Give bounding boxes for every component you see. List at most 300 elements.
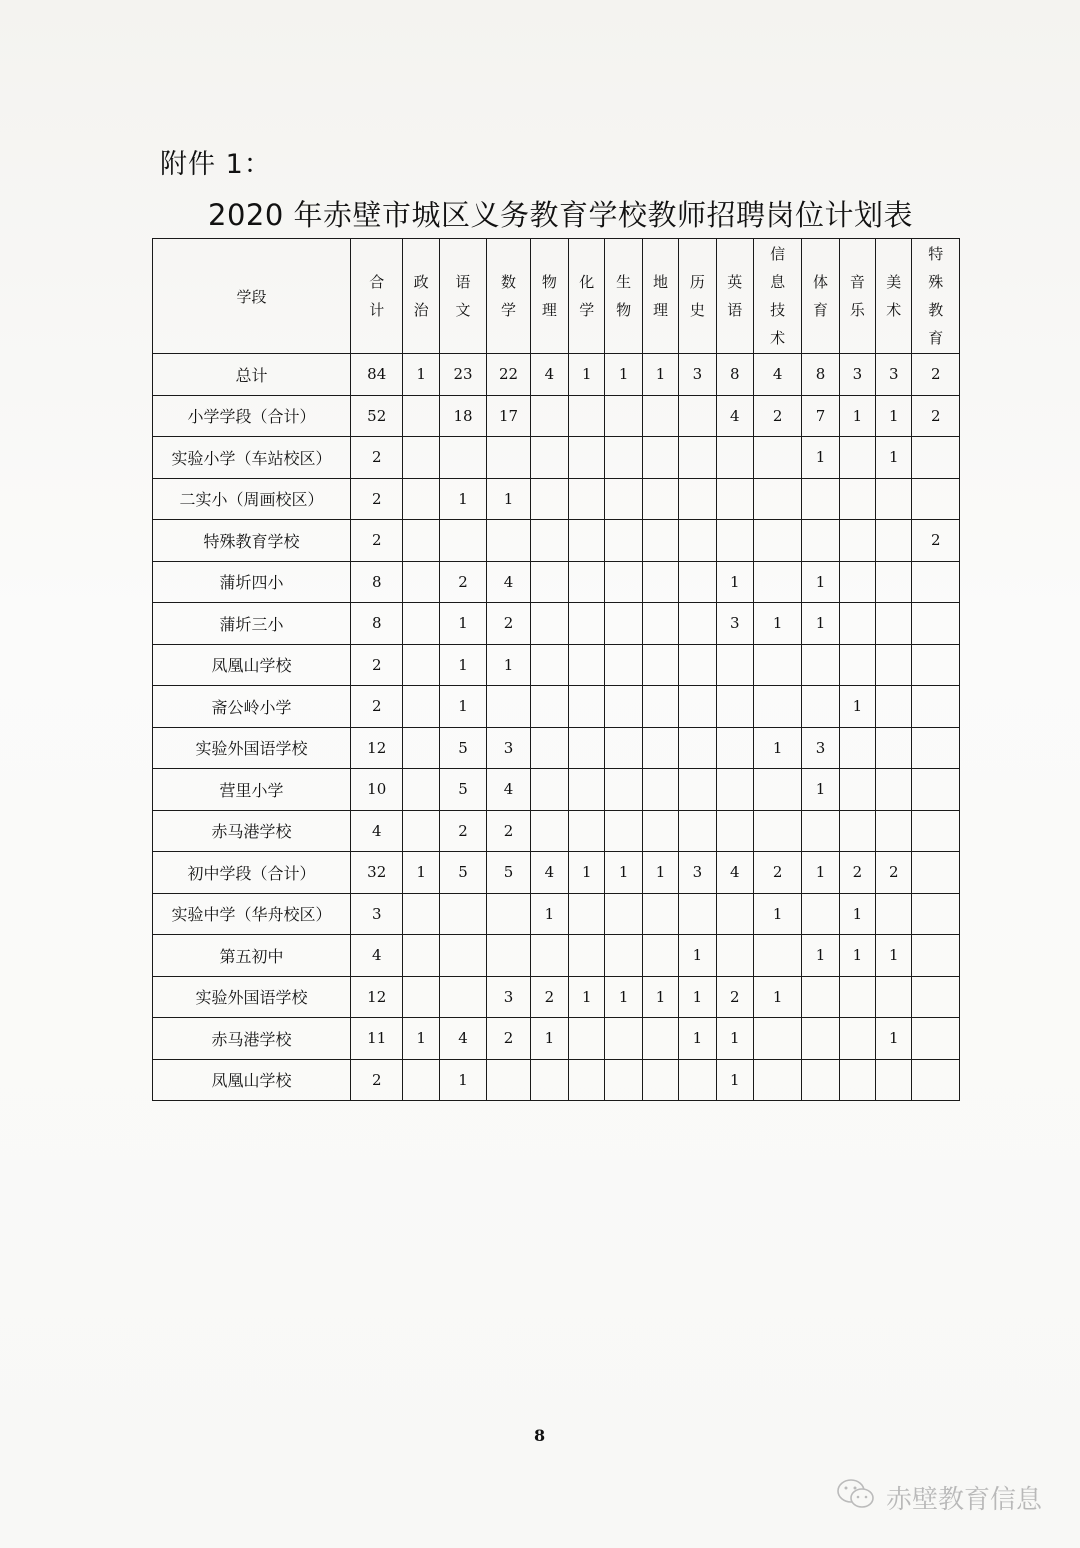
value-cell: 3	[679, 354, 716, 396]
column-header-label: 物理	[541, 273, 557, 319]
column-header	[716, 239, 753, 354]
value-cell	[403, 769, 439, 811]
school-name-cell: 营里小学	[153, 769, 351, 811]
value-cell	[530, 520, 568, 562]
value-cell	[839, 769, 875, 811]
value-cell	[876, 644, 912, 686]
value-cell	[530, 769, 568, 811]
value-cell: 4	[716, 852, 753, 894]
value-cell	[569, 769, 605, 811]
value-cell: 1	[605, 354, 642, 396]
value-cell: 3	[679, 852, 716, 894]
value-cell	[530, 437, 568, 479]
value-cell	[569, 727, 605, 769]
value-cell	[530, 603, 568, 645]
column-header-label: 体育	[813, 273, 829, 319]
value-cell	[753, 810, 801, 852]
value-cell	[876, 603, 912, 645]
value-cell	[716, 644, 753, 686]
value-cell	[802, 1059, 839, 1101]
value-cell	[839, 644, 875, 686]
value-cell: 4	[487, 769, 530, 811]
value-cell	[912, 437, 960, 479]
value-cell: 2	[487, 810, 530, 852]
value-cell: 3	[487, 727, 530, 769]
value-cell: 4	[487, 561, 530, 603]
value-cell: 1	[753, 603, 801, 645]
value-cell: 23	[439, 354, 486, 396]
value-cell	[530, 561, 568, 603]
school-name-cell: 小学学段（合计）	[153, 395, 351, 437]
value-cell	[753, 437, 801, 479]
value-cell: 1	[839, 893, 875, 935]
school-name-cell: 特殊教育学校	[153, 520, 351, 562]
value-cell	[569, 437, 605, 479]
recruitment-plan-table	[152, 238, 960, 1101]
table-row	[153, 727, 960, 769]
value-cell: 3	[716, 603, 753, 645]
value-cell: 1	[487, 478, 530, 520]
table-row	[153, 437, 960, 479]
value-cell: 2	[350, 686, 403, 728]
column-header-label: 英语	[727, 273, 743, 319]
value-cell: 4	[530, 852, 568, 894]
value-cell	[802, 478, 839, 520]
column-header-label: 音乐	[849, 273, 865, 319]
value-cell: 1	[439, 478, 486, 520]
value-cell	[439, 520, 486, 562]
value-cell	[716, 727, 753, 769]
value-cell	[839, 1059, 875, 1101]
value-cell: 1	[716, 1059, 753, 1101]
value-cell	[802, 520, 839, 562]
value-cell: 2	[912, 395, 960, 437]
value-cell: 1	[802, 852, 839, 894]
column-header	[605, 239, 642, 354]
column-header	[530, 239, 568, 354]
value-cell: 5	[439, 769, 486, 811]
school-name-cell: 赤马港学校	[153, 810, 351, 852]
value-cell	[679, 769, 716, 811]
value-cell: 2	[350, 437, 403, 479]
value-cell: 17	[487, 395, 530, 437]
value-cell: 4	[350, 810, 403, 852]
value-cell	[403, 976, 439, 1018]
value-cell	[716, 478, 753, 520]
value-cell	[912, 644, 960, 686]
value-cell: 1	[802, 437, 839, 479]
table-row	[153, 1018, 960, 1060]
value-cell	[912, 603, 960, 645]
value-cell: 1	[679, 1018, 716, 1060]
value-cell: 3	[350, 893, 403, 935]
value-cell	[605, 520, 642, 562]
value-cell	[403, 520, 439, 562]
value-cell	[912, 935, 960, 977]
value-cell: 2	[350, 478, 403, 520]
value-cell	[403, 644, 439, 686]
table-row	[153, 852, 960, 894]
watermark-text: 赤壁教育信息	[886, 1485, 1043, 1515]
value-cell	[839, 1018, 875, 1060]
value-cell	[403, 478, 439, 520]
value-cell	[605, 727, 642, 769]
value-cell: 1	[802, 603, 839, 645]
value-cell	[716, 769, 753, 811]
value-cell: 1	[802, 561, 839, 603]
value-cell: 1	[569, 354, 605, 396]
value-cell	[403, 810, 439, 852]
school-name-cell: 实验小学（车站校区）	[153, 437, 351, 479]
value-cell	[753, 686, 801, 728]
table-row	[153, 644, 960, 686]
value-cell	[876, 1059, 912, 1101]
table-row	[153, 478, 960, 520]
value-cell	[912, 478, 960, 520]
page-number: 8	[534, 1426, 546, 1445]
school-name-cell: 蒲圻三小	[153, 603, 351, 645]
value-cell: 84	[350, 354, 403, 396]
value-cell	[642, 810, 678, 852]
value-cell	[753, 935, 801, 977]
school-name-cell: 凤凰山学校	[153, 1059, 351, 1101]
column-header-label: 语文	[455, 273, 471, 319]
column-header	[802, 239, 839, 354]
value-cell: 11	[350, 1018, 403, 1060]
value-cell: 1	[439, 603, 486, 645]
value-cell	[569, 478, 605, 520]
value-cell	[605, 686, 642, 728]
value-cell: 8	[716, 354, 753, 396]
school-name-cell: 总计	[153, 354, 351, 396]
value-cell	[642, 769, 678, 811]
value-cell	[716, 935, 753, 977]
value-cell	[679, 437, 716, 479]
value-cell	[642, 727, 678, 769]
value-cell: 1	[530, 1018, 568, 1060]
value-cell	[530, 686, 568, 728]
column-header-label: 美术	[886, 273, 902, 319]
value-cell	[487, 686, 530, 728]
value-cell	[569, 603, 605, 645]
school-name-cell: 初中学段（合计）	[153, 852, 351, 894]
value-cell: 1	[716, 561, 753, 603]
value-cell	[753, 1059, 801, 1101]
value-cell	[569, 1059, 605, 1101]
value-cell	[642, 644, 678, 686]
value-cell	[679, 893, 716, 935]
value-cell	[530, 395, 568, 437]
value-cell: 1	[679, 935, 716, 977]
value-cell	[569, 810, 605, 852]
value-cell	[642, 1018, 678, 1060]
value-cell	[605, 810, 642, 852]
value-cell	[679, 603, 716, 645]
value-cell	[530, 935, 568, 977]
value-cell: 8	[350, 561, 403, 603]
table-row	[153, 810, 960, 852]
value-cell	[839, 810, 875, 852]
value-cell: 1	[487, 644, 530, 686]
value-cell	[439, 935, 486, 977]
value-cell	[605, 478, 642, 520]
value-cell	[605, 893, 642, 935]
school-name-cell: 第五初中	[153, 935, 351, 977]
column-header-label: 数学	[500, 273, 516, 319]
value-cell	[642, 437, 678, 479]
value-cell	[679, 520, 716, 562]
value-cell	[802, 893, 839, 935]
value-cell	[403, 395, 439, 437]
value-cell: 10	[350, 769, 403, 811]
value-cell	[569, 561, 605, 603]
value-cell: 1	[403, 354, 439, 396]
column-header-label: 地理	[652, 273, 668, 319]
value-cell: 1	[530, 893, 568, 935]
table-row	[153, 935, 960, 977]
value-cell: 1	[802, 769, 839, 811]
value-cell	[679, 810, 716, 852]
value-cell	[912, 1018, 960, 1060]
value-cell	[605, 644, 642, 686]
value-cell: 2	[439, 810, 486, 852]
table-row	[153, 603, 960, 645]
watermark	[836, 1478, 1042, 1517]
value-cell	[802, 1018, 839, 1060]
value-cell: 1	[642, 976, 678, 1018]
column-header-label: 学段	[236, 287, 267, 306]
document-title: 2020 年赤壁市城区义务教育学校教师招聘岗位计划表	[208, 198, 914, 232]
value-cell	[679, 727, 716, 769]
value-cell	[876, 769, 912, 811]
value-cell	[569, 893, 605, 935]
value-cell	[605, 603, 642, 645]
value-cell	[642, 520, 678, 562]
value-cell: 1	[753, 976, 801, 1018]
value-cell	[439, 437, 486, 479]
table-row	[153, 686, 960, 728]
value-cell	[487, 1059, 530, 1101]
column-header-label: 历史	[689, 273, 705, 319]
value-cell	[876, 976, 912, 1018]
value-cell: 4	[530, 354, 568, 396]
value-cell	[530, 810, 568, 852]
value-cell	[679, 644, 716, 686]
value-cell	[716, 810, 753, 852]
value-cell	[403, 935, 439, 977]
value-cell	[569, 1018, 605, 1060]
column-header	[753, 239, 801, 354]
column-header-label: 生物	[616, 273, 632, 319]
value-cell	[679, 478, 716, 520]
value-cell	[403, 727, 439, 769]
column-header	[569, 239, 605, 354]
value-cell	[679, 686, 716, 728]
column-header-label: 合计	[369, 273, 385, 319]
value-cell	[642, 1059, 678, 1101]
value-cell: 1	[569, 976, 605, 1018]
value-cell	[605, 1018, 642, 1060]
school-name-cell: 凤凰山学校	[153, 644, 351, 686]
school-name-cell: 斋公岭小学	[153, 686, 351, 728]
table-row	[153, 395, 960, 437]
column-header-label: 信息技术	[770, 245, 786, 347]
value-cell	[753, 520, 801, 562]
value-cell: 1	[876, 437, 912, 479]
value-cell: 12	[350, 727, 403, 769]
column-header	[839, 239, 875, 354]
value-cell: 1	[642, 354, 678, 396]
annex-label: 附件 1：	[160, 149, 272, 180]
school-name-cell: 蒲圻四小	[153, 561, 351, 603]
value-cell	[753, 644, 801, 686]
column-header	[153, 239, 351, 354]
value-cell	[530, 644, 568, 686]
value-cell: 4	[439, 1018, 486, 1060]
column-header	[350, 239, 403, 354]
value-cell	[439, 976, 486, 1018]
value-cell	[642, 893, 678, 935]
value-cell	[876, 893, 912, 935]
value-cell: 2	[350, 644, 403, 686]
value-cell: 2	[439, 561, 486, 603]
column-header-label: 政治	[413, 273, 429, 319]
value-cell: 52	[350, 395, 403, 437]
value-cell: 2	[912, 520, 960, 562]
column-header	[487, 239, 530, 354]
value-cell: 3	[839, 354, 875, 396]
column-header	[439, 239, 486, 354]
school-name-cell: 实验外国语学校	[153, 727, 351, 769]
value-cell: 22	[487, 354, 530, 396]
value-cell	[802, 810, 839, 852]
table-body	[153, 354, 960, 1101]
value-cell: 1	[802, 935, 839, 977]
value-cell	[569, 520, 605, 562]
table-row	[153, 561, 960, 603]
value-cell	[439, 893, 486, 935]
value-cell: 1	[642, 852, 678, 894]
value-cell	[912, 893, 960, 935]
value-cell	[403, 893, 439, 935]
column-header	[403, 239, 439, 354]
school-name-cell: 实验中学（华舟校区）	[153, 893, 351, 935]
value-cell	[753, 1018, 801, 1060]
value-cell	[876, 727, 912, 769]
value-cell	[716, 520, 753, 562]
value-cell: 1	[403, 1018, 439, 1060]
header-row	[153, 239, 960, 354]
value-cell	[716, 686, 753, 728]
value-cell	[912, 976, 960, 1018]
value-cell: 1	[605, 976, 642, 1018]
value-cell	[605, 1059, 642, 1101]
value-cell	[403, 1059, 439, 1101]
value-cell	[912, 686, 960, 728]
value-cell	[802, 976, 839, 1018]
value-cell	[753, 561, 801, 603]
value-cell	[487, 520, 530, 562]
column-header	[679, 239, 716, 354]
value-cell: 4	[716, 395, 753, 437]
value-cell: 1	[679, 976, 716, 1018]
table-row	[153, 520, 960, 562]
value-cell: 1	[569, 852, 605, 894]
value-cell	[605, 935, 642, 977]
value-cell: 1	[753, 727, 801, 769]
value-cell	[487, 437, 530, 479]
value-cell	[753, 769, 801, 811]
value-cell	[642, 561, 678, 603]
table-row	[153, 976, 960, 1018]
value-cell: 5	[487, 852, 530, 894]
value-cell	[802, 644, 839, 686]
value-cell: 8	[350, 603, 403, 645]
value-cell	[679, 1059, 716, 1101]
value-cell	[530, 727, 568, 769]
value-cell: 1	[403, 852, 439, 894]
value-cell: 1	[839, 395, 875, 437]
value-cell	[605, 561, 642, 603]
value-cell	[912, 561, 960, 603]
value-cell: 1	[716, 1018, 753, 1060]
value-cell: 4	[350, 935, 403, 977]
table-row	[153, 893, 960, 935]
value-cell	[605, 395, 642, 437]
value-cell: 2	[876, 852, 912, 894]
school-name-cell: 二实小（周画校区）	[153, 478, 351, 520]
value-cell: 2	[530, 976, 568, 1018]
value-cell: 2	[350, 1059, 403, 1101]
table-row	[153, 354, 960, 396]
value-cell	[605, 437, 642, 479]
column-header	[876, 239, 912, 354]
value-cell: 1	[439, 1059, 486, 1101]
value-cell	[912, 810, 960, 852]
value-cell	[716, 893, 753, 935]
value-cell	[839, 437, 875, 479]
value-cell: 3	[802, 727, 839, 769]
value-cell: 12	[350, 976, 403, 1018]
value-cell	[876, 686, 912, 728]
value-cell	[403, 437, 439, 479]
value-cell	[912, 1059, 960, 1101]
value-cell: 32	[350, 852, 403, 894]
column-header-label: 特殊教育	[928, 245, 944, 347]
value-cell	[530, 1059, 568, 1101]
value-cell	[403, 561, 439, 603]
value-cell: 2	[350, 520, 403, 562]
value-cell: 1	[839, 935, 875, 977]
value-cell	[569, 644, 605, 686]
value-cell	[839, 727, 875, 769]
value-cell	[912, 852, 960, 894]
value-cell: 3	[876, 354, 912, 396]
value-cell: 2	[839, 852, 875, 894]
value-cell: 7	[802, 395, 839, 437]
value-cell	[912, 769, 960, 811]
value-cell: 1	[876, 1018, 912, 1060]
value-cell	[569, 686, 605, 728]
value-cell	[569, 935, 605, 977]
value-cell: 5	[439, 727, 486, 769]
school-name-cell: 实验外国语学校	[153, 976, 351, 1018]
value-cell: 2	[753, 395, 801, 437]
value-cell: 1	[439, 686, 486, 728]
value-cell: 8	[802, 354, 839, 396]
value-cell: 1	[876, 395, 912, 437]
value-cell: 5	[439, 852, 486, 894]
